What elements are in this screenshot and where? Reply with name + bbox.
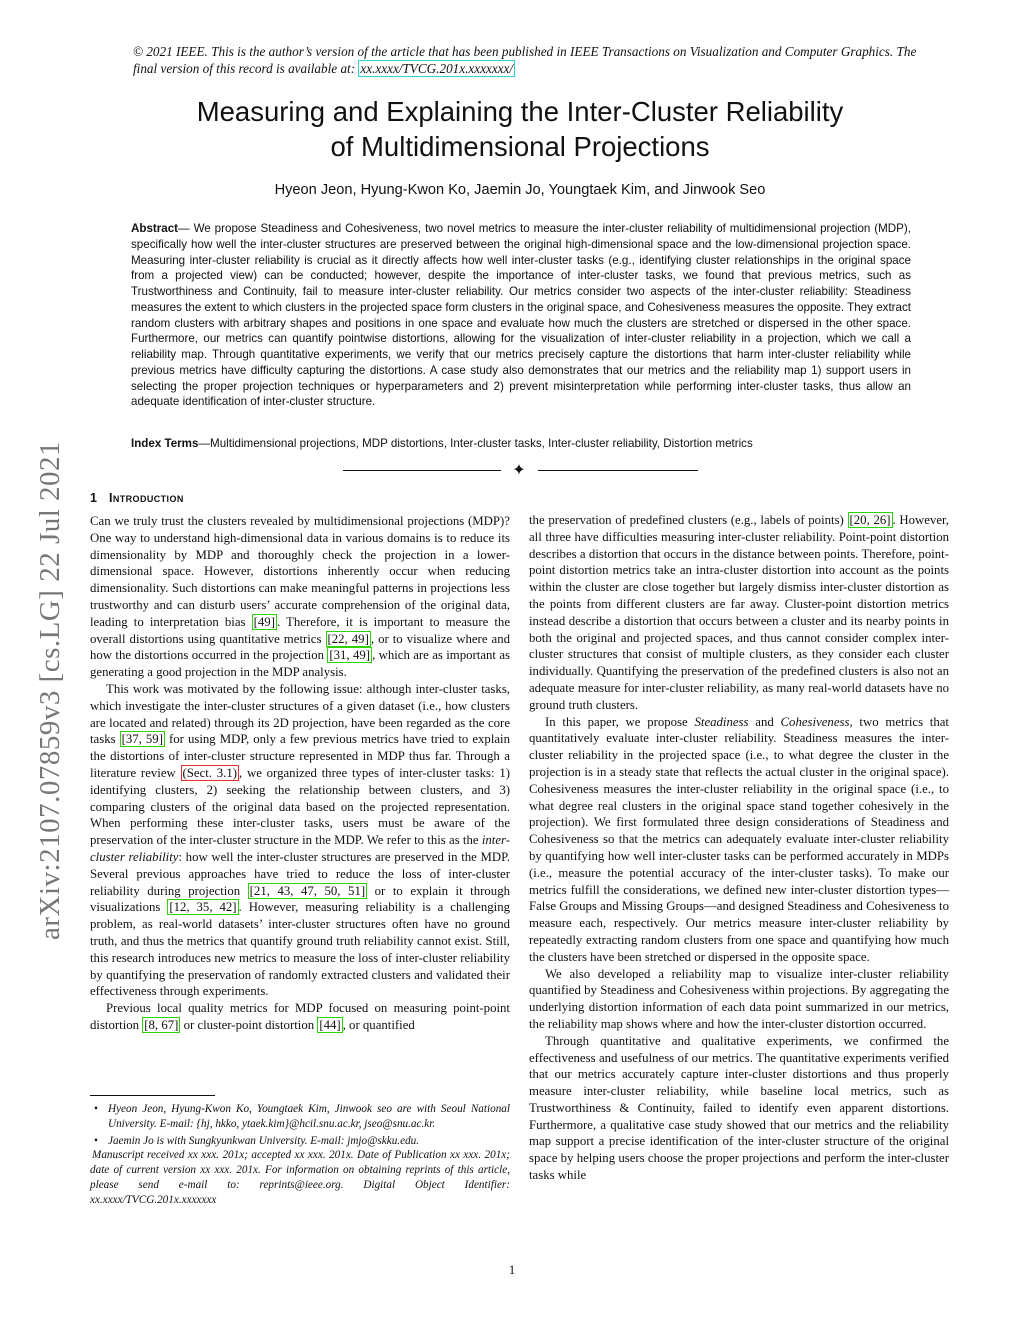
intro-paragraph-5 <box>529 714 949 966</box>
copyright-text: © 2021 IEEE. This is the author’s version of the article that has been published in IEEE Transactions on Visualization and Computer Graphics. The final version of this record is available at: <box>133 44 917 76</box>
copyright-notice <box>133 43 923 77</box>
index-terms-text: —Multidimensional projections, MDP distortions, Inter-cluster tasks, Inter-cluster reliability, Distortion metrics <box>198 437 753 450</box>
section-title: Introduction <box>108 491 184 505</box>
citation-link[interactable]: [20, 26] <box>849 513 891 527</box>
separator-diamond-icon: ✦ <box>512 460 526 479</box>
emphasis-term: Cohesiveness <box>780 714 850 729</box>
arxiv-stamp: arXiv:2107.07859v3 [cs.LG] 22 Jul 2021 <box>34 440 66 940</box>
separator-line-left <box>343 470 501 471</box>
citation-link[interactable]: [44] <box>319 1017 341 1032</box>
citation-link[interactable]: [37, 59] <box>121 732 163 747</box>
footnote-text: Hyeon Jeon, Hyung-Kwon Ko, Youngtaek Kim, Jinwook seo are with Seoul National University. E-mail: {hj, hkko, ytaek.kim}@hcil.snu.ac.kr, jseo@snu.ac.kr. <box>108 1103 510 1130</box>
text-run: and <box>748 714 781 729</box>
text-run: , or quantified <box>342 1017 415 1032</box>
footnotes <box>90 1102 510 1208</box>
intro-paragraph-4 <box>529 512 949 714</box>
citation-link[interactable]: [22, 49] <box>327 631 369 646</box>
text-run: or cluster-point distortion <box>180 1017 318 1032</box>
footnote-rule <box>90 1095 215 1096</box>
citation-link[interactable]: [12, 35, 42] <box>169 900 237 915</box>
text-run: , which are as important as generating a good projection in the MDP analysis. <box>90 648 510 680</box>
separator-line-right <box>538 470 698 471</box>
footnote-affiliation-1 <box>90 1102 510 1132</box>
section-number: 1 <box>90 491 98 505</box>
section-reference-link[interactable]: (Sect. 3.1) <box>182 765 238 780</box>
intro-paragraph-1 <box>90 513 510 681</box>
abstract-text: — We propose Steadiness and Cohesiveness, two novel metrics to measure the inter-cluster reliability of multidimensional projection (MDP), specifically how well the inter-cluster structures are preserved between the original high-dimensional space and the low-dimensional projection space. Measuring inter-cluster reliability is crucial as it directly affects how well inter-cluster tasks (e.g., identifying cluster relationships in the original space from a projected view) can be conducted; however, despite the importance of inter-cluster tasks, we found that previous metrics, such as Trustworthiness and Continuity, fail to measure inter-cluster reliability. Our metrics consider two aspects of the inter-cluster reliability: Steadiness measures the extent to which clusters in the projected space form clusters in the original space, and Cohesiveness measures the opposite. They extract random clusters with arbitrary shapes and positions in one space and evaluate how much the clusters are stretched or dispersed in the other space. Furthermore, our metrics can quantify pointwise distortions, allowing for the visualization of inter-cluster reliability in a projection, which we call a reliability map. Through quantitative experiments, we verify that our metrics precisely capture the distortions that harm inter-cluster reliability while previous metrics have difficulty capturing the distortions. A case study also demonstrates that our metrics and the reliability map 1) support users in selecting the proper projection techniques or hyperparameters and 2) prevent misinterpretation while performing inter-cluster tasks, thus allow an adequate identification of inter-cluster structure. <box>131 222 911 409</box>
text-run: for using MDP, only a few previous metrics have tried to explain the distortions of inter-cluster structure represented in MDP thus far. Through a literature review <box>90 732 511 780</box>
text-run: . However, all three have difficulties measuring inter-cluster reliability. Point-point distortion describes a distortion that occurs in the distance between points. Therefore, point-point distortion metrics take an intra-cluster distortion into account as the points within the cluster are close together but largely dismiss inter-cluster distortion as the points from different clusters are far away. Cluster-point distortion metrics instead describe a distortion that occurs between a cluster and its nearby points in both the original and projected spaces, and thus cannot consider complex inter-cluster structures that consist of multiple clusters, as they consider each cluster individually. Quantifying the preservation of the predefined clusters is also not an adequate measure for inter-cluster reliability, as many real-world datasets have no ground truth clusters. <box>529 513 950 712</box>
text-run: This work was motivated by the following issue: although inter-cluster tasks, which investigate the inter-cluster structures of a given dataset (i.e., how clusters are located and related) through its 2D projection, have been regarded as the core tasks <box>90 681 510 747</box>
text-run: . However, measuring reliability is a challenging problem, as real-world datasets’ inter-cluster structures often have no ground truth, and thus the metrics that quantify ground truth reliability cannot exist. Still, this research introduces new metrics to measure the loss of inter-cluster reliability by quantifying the preservation of randomly extracted clusters and validated their effectiveness through experiments. <box>90 900 510 999</box>
emphasis-term: Steadiness <box>694 714 749 729</box>
citation-link[interactable]: [21, 43, 47, 50, 51] <box>249 883 366 898</box>
page-number: 1 <box>508 1262 516 1277</box>
intro-paragraph-6: We also developed a reliability map to visualize inter-cluster reliability quantified by Steadiness and Cohesiveness within projections. By aggregating the underlying distortion information of each data point summarized in our metrics, the reliability map shows where and how the inter-cluster distortion occurred. <box>529 966 949 1031</box>
index-terms <box>131 436 911 451</box>
left-column <box>90 513 510 1034</box>
text-run: . Therefore, it is important to measure the overall distortions using quantitative metrics <box>90 614 511 646</box>
text-run: Can we truly trust the clusters revealed by multidimensional projections (MDP)? One way to understand high-dimensional data in various domains is to reduce its dimensionality by MDP and thoroughly check the projection in a lower-dimensional space. However, distortions inherently occur when reducing dimensionality. Such distortions can make meaningful patterns in projections less trustworthy and can disturb users’ accurate comprehension of the original data, leading to interpretation bias <box>90 514 510 629</box>
bullet-icon: • <box>94 1134 98 1147</box>
text-run: , or to visualize where and how the distortions occurred in the projection <box>90 631 510 663</box>
author-list: Hyeon Jeon, Hyung-Kwon Ko, Jaemin Jo, Youngtaek Kim, and Jinwook Seo <box>274 182 766 198</box>
title-line-2: of Multidimensional Projections <box>330 131 710 162</box>
text-run: or to explain it through visualizations <box>90 883 510 915</box>
right-column <box>529 512 949 1184</box>
intro-paragraph-3 <box>90 1000 510 1034</box>
emphasis-term: inter-cluster reliability <box>90 833 510 864</box>
abstract <box>131 221 911 410</box>
intro-paragraph-7: Through quantitative and qualitative experiments, we confirmed the effectiveness and usefulness of our metrics. The quantitative experiments verified that our metrics accurately capture inter-cluster distortions and thus properly measure inter-cluster reliability, while baseline local metrics, such as Trustworthiness & Continuity, failed to identify even apparent distortions. Furthermore, a qualitative case study showed that our metrics and the reliability map support a precise identification of the inter-cluster structure of the original space by helping users choose the proper projections and perform the inter-cluster tasks while <box>529 1033 949 1183</box>
text-run: In this paper, we propose <box>545 714 695 729</box>
title-line-1: Measuring and Explaining the Inter-Cluster Reliability <box>196 96 844 127</box>
text-run: , two metrics that quantitatively evaluate inter-cluster reliability. Steadiness measures the inter-cluster reliability in the projected space (i.e., to what degree the cluster in the projection is in a steady state that reflects the actual cluster in the original space). Cohesiveness measures the inter-cluster reliability in the original space (i.e., to what degree real clusters in the original space stand together cohesively in the projection). We first formulated three design considerations of Steadiness and Cohesiveness so that the metrics can adequately evaluate inter-cluster reliability by quantifying how well inter-cluster tasks can be performed accurately in MDPs (i.e., measure the potential accuracy of the inter-cluster tasks). To make our metrics fulfill the considerations, we defined new inter-cluster distortion types—False Groups and Missing Groups—and designed Steadiness and Cohesiveness to measure each, respectively. Our metrics measure inter-cluster reliability by repeatedly extracting random clusters from one space and quantifying how much the clusters have been stretched or dispersed in the opposite space. <box>529 714 949 964</box>
citation-link[interactable]: [8, 67] <box>144 1017 179 1032</box>
citation-link[interactable]: [49] <box>253 614 275 629</box>
citation-link[interactable]: [31, 49] <box>329 648 371 663</box>
manuscript-note: Manuscript received xx xxx. 201x; accepted xx xxx. 201x. Date of Publication xx xxx. 201x; date of current version xx xxx. 201x. For information on obtaining reprints of this article, please send e-mail to: reprints@ieee.org. Digital Object Identifier: xx.xxxx/TVCG.201x.xxxxxxx <box>90 1149 510 1206</box>
footnote-text: Jaemin Jo is with Sungkyunkwan University. E-mail: jmjo@skku.edu. <box>108 1134 420 1147</box>
intro-paragraph-2 <box>90 681 510 1000</box>
text-run: , we organized three types of inter-cluster tasks: 1) identifying clusters, 2) seeking the relationship between clusters, and 3) comparing clusters of the original data based on the projected representation. When performing these inter-cluster tasks, users must be aware of the preservation of the inter-cluster structure in the MDP. We refer to this as the <box>90 765 511 848</box>
text-run: : how well the inter-cluster structures are preserved in the MDP. Several previous approaches have tried to reduce the loss of inter-cluster reliability during projection <box>90 849 510 898</box>
bullet-icon: • <box>94 1103 98 1115</box>
text-run: Previous local quality metrics for MDP focused on measuring point-point distortion <box>90 1001 510 1032</box>
index-terms-label: Index Terms <box>131 437 199 450</box>
footnote-affiliation-2 <box>90 1134 510 1149</box>
section-heading <box>90 491 184 505</box>
paper-title <box>100 94 940 164</box>
doi-link[interactable]: xx.xxxx/TVCG.201x.xxxxxxx/ <box>360 61 514 76</box>
text-run: the preservation of predefined clusters (e.g., labels of points) <box>529 513 848 527</box>
abstract-label: Abstract <box>131 222 179 235</box>
